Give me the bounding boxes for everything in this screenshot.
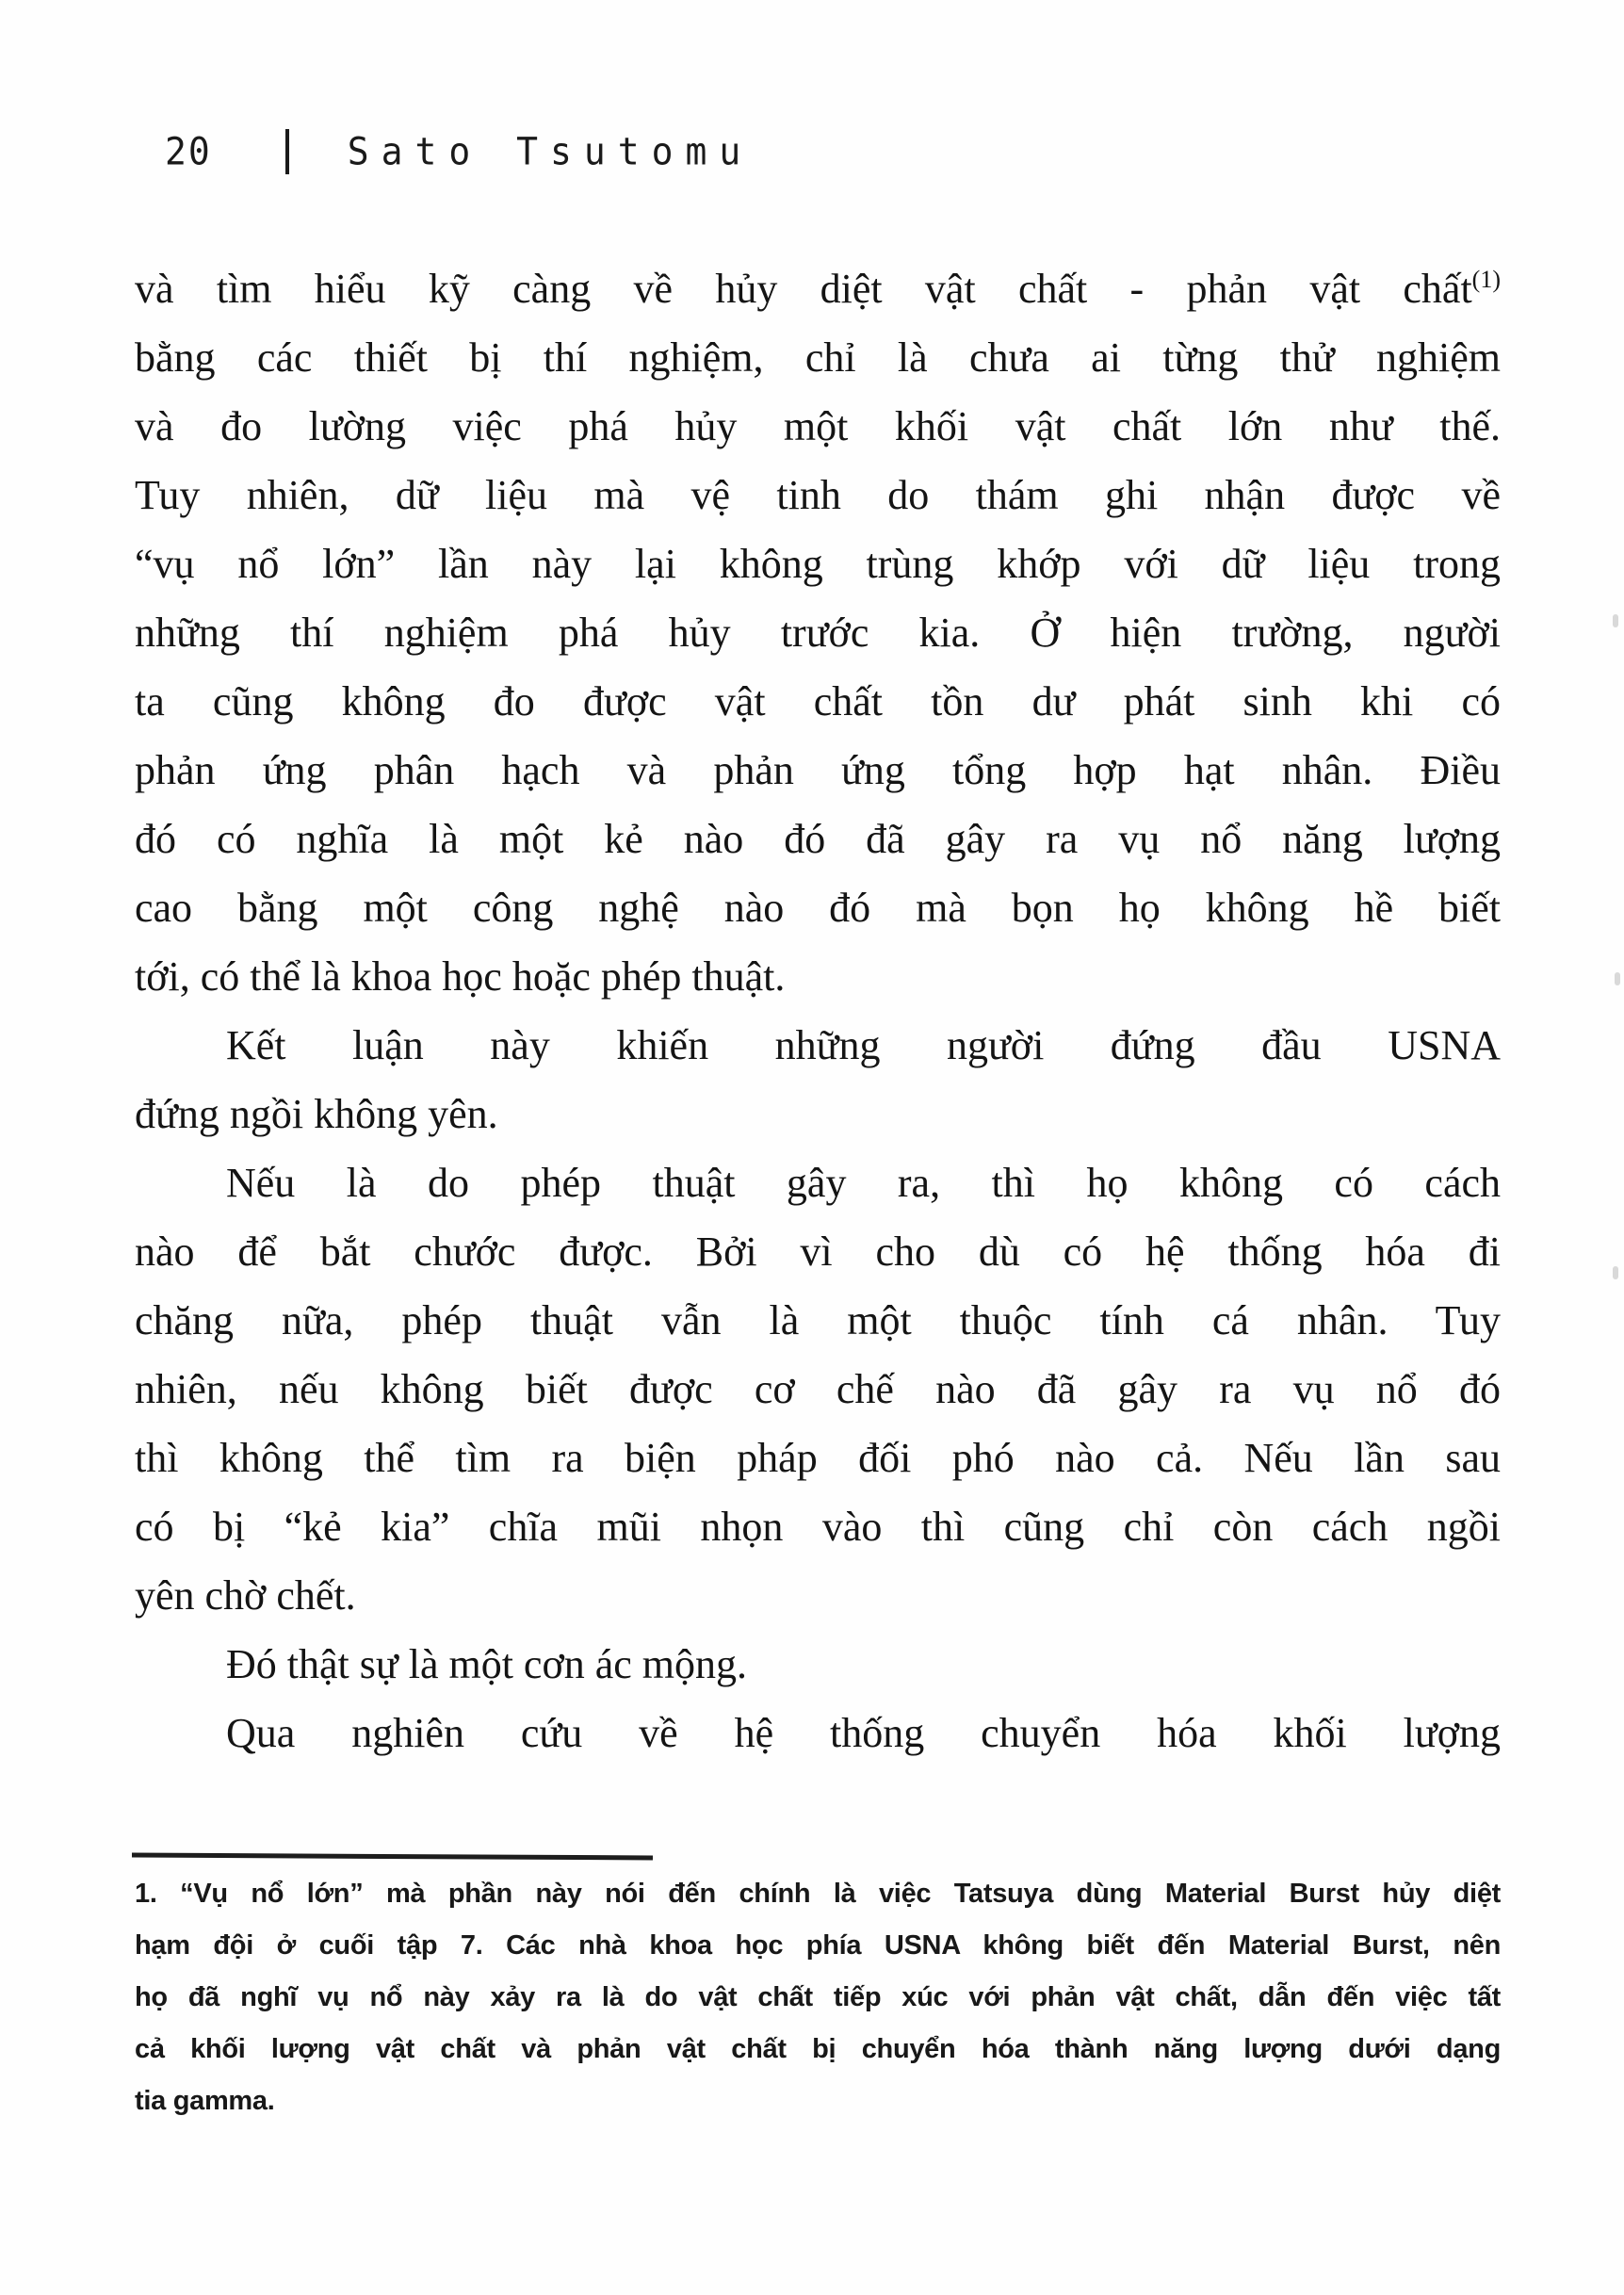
text-line: Tuy nhiên, dữ liệu mà vệ tinh do thám ghi nhận được về <box>135 472 1501 518</box>
page-number: 20 <box>165 129 212 174</box>
running-head-author: Sato Tsutomu <box>347 129 754 174</box>
text-line: Qua nghiên cứu về hệ thống chuyển hóa khối lượng <box>226 1710 1501 1756</box>
text-line: Đó thật sự là một cơn ác mộng. <box>226 1641 748 1687</box>
header-divider <box>285 129 289 174</box>
text-line: và đo lường việc phá hủy một khối vật chất lớn như thế. <box>135 403 1501 449</box>
body-text <box>135 254 1501 1767</box>
text-line: Nếu là do phép thuật gây ra, thì họ không có cách <box>226 1160 1501 1206</box>
text-line: ta cũng không đo được vật chất tồn dư phát sinh khi có <box>135 678 1501 724</box>
footnote-divider <box>132 1853 653 1861</box>
footnote-line: tia gamma. <box>135 2086 275 2116</box>
footnote-line: cả khối lượng vật chất và phản vật chất bị chuyển hóa thành năng lượng dưới dạng <box>135 2034 1501 2064</box>
footnote-marker: (1) <box>1471 266 1501 293</box>
text-line: chăng nữa, phép thuật vẫn là một thuộc tính cá nhân. Tuy <box>135 1297 1501 1343</box>
scan-artifact <box>1613 1266 1618 1279</box>
text-line: đứng ngồi không yên. <box>135 1091 498 1137</box>
text-line: những thí nghiệm phá hủy trước kia. Ở hiện trường, người <box>135 610 1501 656</box>
footnote-line: 1. “Vụ nổ lớn” mà phần này nói đến chính là việc Tatsuya dùng Material Burst hủy diệt <box>135 1879 1501 1909</box>
text-line: tới, có thể là khoa học hoặc phép thuật. <box>135 953 786 1000</box>
text-line: đó có nghĩa là một kẻ nào đó đã gây ra vụ nổ năng lượng <box>135 816 1501 862</box>
text-line: yên chờ chết. <box>135 1572 356 1619</box>
footnote-line: họ đã nghĩ vụ nổ này xảy ra là do vật chất tiếp xúc với phản vật chất, dẫn đến việc tất <box>135 1982 1501 2012</box>
footnote-line: hạm đội ở cuối tập 7. Các nhà khoa học phía USNA không biết đến Material Burst, nên <box>135 1930 1501 1961</box>
text-line: cao bằng một công nghệ nào đó mà bọn họ không hề biết <box>135 885 1501 931</box>
scan-artifact <box>1613 614 1618 627</box>
text-line: thì không thể tìm ra biện pháp đối phó nào cả. Nếu lần sau <box>135 1435 1501 1481</box>
text-line: nào để bắt chước được. Bởi vì cho dù có hệ thống hóa đi <box>135 1229 1501 1275</box>
scan-artifact <box>1615 972 1620 985</box>
text-line: “vụ nổ lớn” lần này lại không trùng khớp với dữ liệu trong <box>135 541 1501 587</box>
text-line: nhiên, nếu không biết được cơ chế nào đã gây ra vụ nổ đó <box>135 1366 1501 1412</box>
text-line: bằng các thiết bị thí nghiệm, chỉ là chưa ai từng thử nghiệm <box>135 334 1501 381</box>
footnote <box>135 1868 1501 2127</box>
text-line: phản ứng phân hạch và phản ứng tổng hợp hạt nhân. Điều <box>135 747 1501 793</box>
text-line: có bị “kẻ kia” chĩa mũi nhọn vào thì cũng chỉ còn cách ngồi <box>135 1504 1501 1550</box>
text-line-content: và tìm hiểu kỹ càng về hủy diệt vật chất - phản vật chất <box>135 266 1472 312</box>
text-line <box>135 254 1501 323</box>
text-line: Kết luận này khiến những người đứng đầu USNA <box>226 1022 1501 1068</box>
running-head <box>165 126 753 177</box>
